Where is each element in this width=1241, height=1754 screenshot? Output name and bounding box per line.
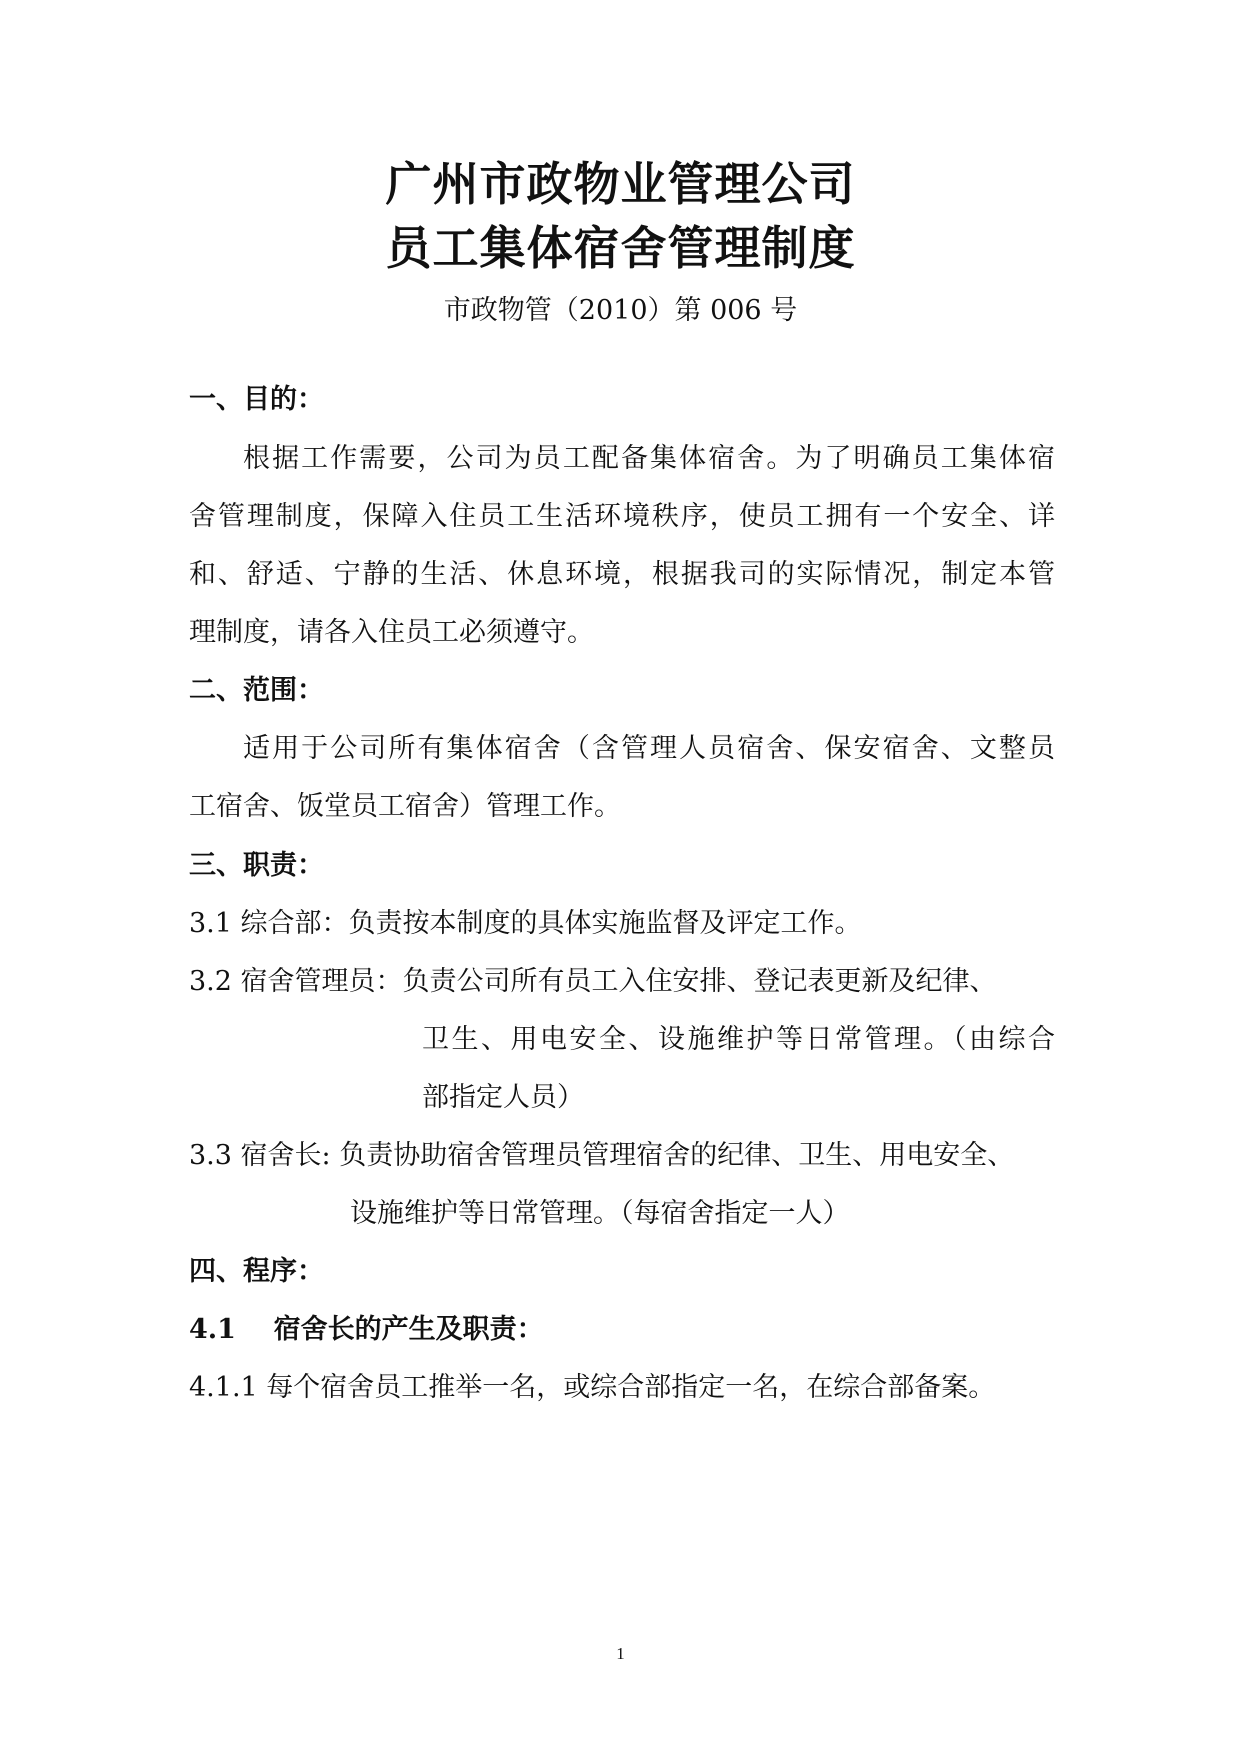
paragraph-line: 根据工作需要，公司为员工配备集体宿舍。为了明确员工集体宿 <box>243 443 1055 474</box>
list-item-3-1: 3.1 综合部：负责按本制度的具体实施监督及评定工作。 <box>189 908 862 939</box>
subsection-heading-4-1: 4.1 宿舍长的产生及职责： <box>189 1314 544 1345</box>
paragraph-line: 和、舒适、宁静的生活、休息环境，根据我司的实际情况，制定本管 <box>189 559 1055 590</box>
list-item-3-3-continued: 设施维护等日常管理。（每宿舍指定一人） <box>350 1198 850 1229</box>
paragraph-line: 理制度，请各入住员工必须遵守。 <box>189 617 594 648</box>
document-title-line1: 广州市政物业管理公司 <box>385 157 856 211</box>
page-number: 1 <box>616 1644 625 1663</box>
section-heading-responsibilities: 三、职责： <box>189 850 324 881</box>
list-item-4-1-1: 4.1.1 每个宿舍员工推举一名，或综合部指定一名，在综合部备案。 <box>189 1372 996 1403</box>
list-item-3-3: 3.3 宿舍长: 负责协助宿舍管理员管理宿舍的纪律、卫生、用电安全、 <box>189 1140 1015 1171</box>
paragraph-line: 适用于公司所有集体宿舍（含管理人员宿舍、保安宿舍、文整员 <box>243 733 1055 764</box>
section-heading-procedure: 四、程序： <box>189 1256 324 1287</box>
section-heading-purpose: 一、目的： <box>189 384 324 415</box>
paragraph-line: 舍管理制度，保障入住员工生活环境秩序，使员工拥有一个安全、详 <box>189 501 1055 532</box>
list-item-3-2-continued: 部指定人员） <box>422 1082 584 1113</box>
section-heading-scope: 二、范围： <box>189 675 324 706</box>
list-item-3-2-continued: 卫生、用电安全、设施维护等日常管理。（由综合 <box>422 1024 1055 1055</box>
paragraph-line: 工宿舍、饭堂员工宿舍）管理工作。 <box>189 791 621 822</box>
document-title-line2: 员工集体宿舍管理制度 <box>385 221 856 275</box>
list-item-3-2: 3.2 宿舍管理员：负责公司所有员工入住安排、登记表更新及纪律、 <box>189 966 997 997</box>
document-number: 市政物管（2010）第 006 号 <box>443 295 798 326</box>
